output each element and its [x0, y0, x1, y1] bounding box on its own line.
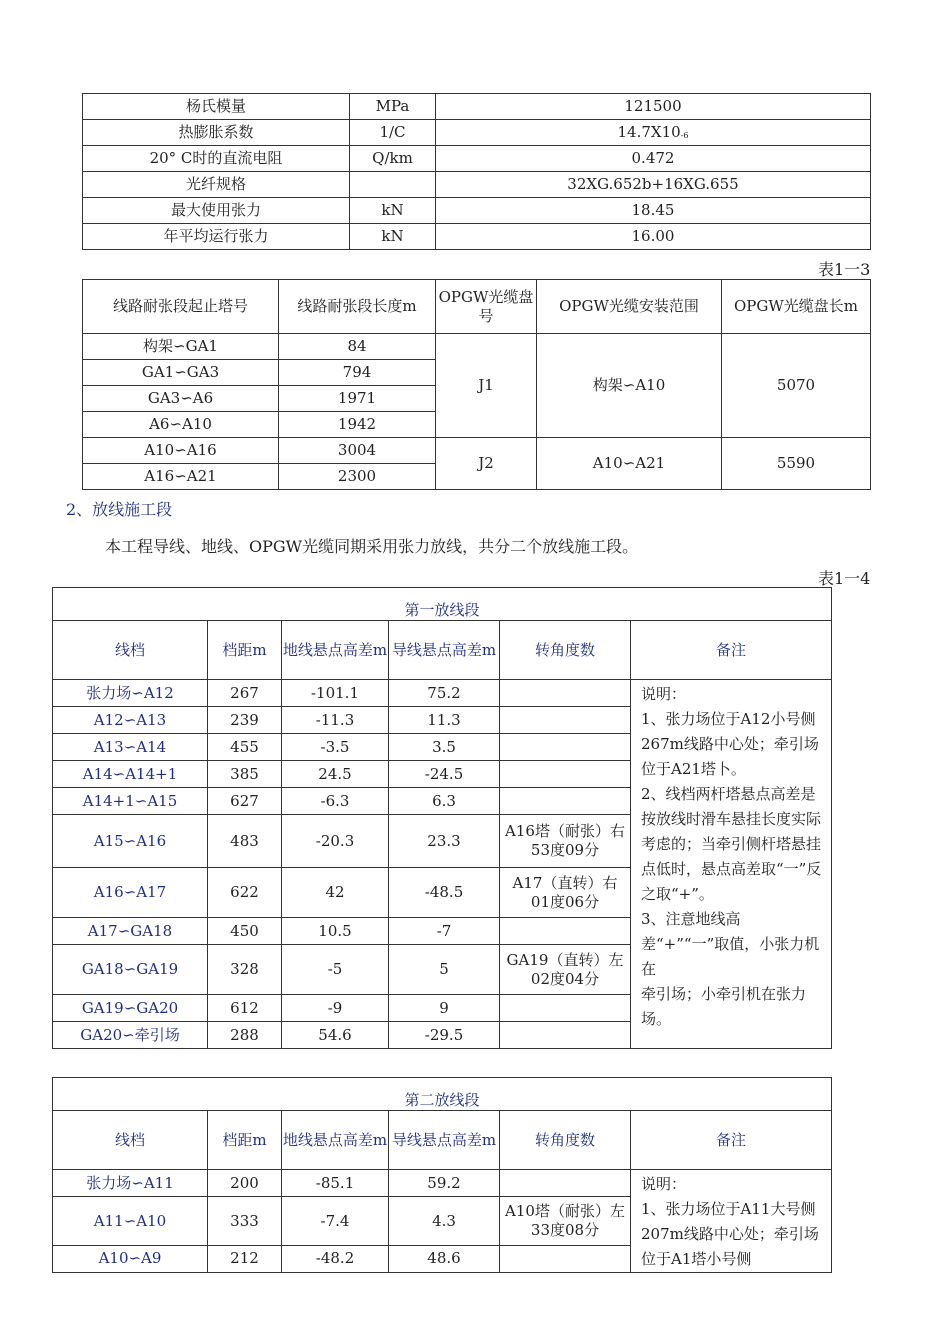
cell-span: 张力场∽A12	[53, 680, 208, 707]
cell-ground-diff: 54.6	[282, 1022, 389, 1049]
cell-reel-length: 5070	[722, 334, 871, 438]
cell-ground-diff: -101.1	[282, 680, 389, 707]
cell-length: 794	[279, 360, 436, 386]
table-row	[53, 1170, 832, 1197]
cell-span: A14∽A14+1	[53, 761, 208, 788]
header-tension-section: 线路耐张段起止塔号	[83, 280, 279, 334]
cell-distance: 612	[208, 995, 282, 1022]
header-reel-number: OPGW光缆盘号	[436, 280, 537, 334]
header-conductor-height-diff: 导线悬点高差m	[389, 621, 500, 680]
table-row	[83, 438, 871, 464]
table-header-row	[53, 1111, 832, 1170]
note-line: 牵引场；小牵引机在张力场。	[641, 985, 807, 1028]
cell-span: 张力场∽A11	[53, 1170, 208, 1197]
param-value-text: 18.45	[631, 201, 675, 220]
stage-title-row	[53, 588, 832, 621]
param-name: 年平均运行张力	[83, 224, 350, 250]
cell-ground-diff: -7.4	[282, 1197, 389, 1245]
param-name: 光纤规格	[83, 172, 350, 198]
cell-conductor-diff: -29.5	[389, 1022, 500, 1049]
cell-range: 构架∽A10	[537, 334, 722, 438]
cell-turn-angle	[500, 707, 631, 734]
table-row	[83, 172, 871, 198]
header-span: 线档	[53, 1111, 208, 1170]
table-header-row	[53, 621, 832, 680]
cell-length: 3004	[279, 438, 436, 464]
cell-conductor-diff: 11.3	[389, 707, 500, 734]
cell-ground-diff: 42	[282, 868, 389, 918]
cell-distance: 450	[208, 918, 282, 945]
cell-ground-diff: -9	[282, 995, 389, 1022]
remarks-note	[631, 1170, 832, 1273]
cell-span: A17∽GA18	[53, 918, 208, 945]
cell-reel: J2	[436, 438, 537, 490]
cell-span: A14+1∽A15	[53, 788, 208, 815]
cell-ground-diff: -20.3	[282, 815, 389, 868]
caption-table-1-3: 表1一3	[818, 260, 871, 279]
cell-conductor-diff: 3.5	[389, 734, 500, 761]
cell-turn-angle	[500, 995, 631, 1022]
caption-table-1-4: 表1一4	[818, 569, 871, 588]
header-remarks: 备注	[631, 621, 832, 680]
cell-conductor-diff: -24.5	[389, 761, 500, 788]
note-line: 3、注意地线高差“+”“一”取值，小张力机在	[641, 910, 820, 978]
param-value-text: 0.472	[631, 149, 675, 168]
header-conductor-height-diff: 导线悬点高差m	[389, 1111, 500, 1170]
param-name: 最大使用张力	[83, 198, 350, 224]
cell-turn-angle	[500, 788, 631, 815]
cell-ground-diff: 24.5	[282, 761, 389, 788]
cell-span: GA19∽GA20	[53, 995, 208, 1022]
header-ground-height-diff: 地线悬点高差m	[282, 621, 389, 680]
note-line: 说明：	[641, 1175, 687, 1193]
header-turn-angle: 转角度数	[500, 621, 631, 680]
note-line: 说明：	[641, 685, 687, 703]
param-unit: MPa	[350, 94, 436, 120]
cell-distance: 622	[208, 868, 282, 918]
cell-conductor-diff: 9	[389, 995, 500, 1022]
cell-turn-angle	[500, 761, 631, 788]
cell-span: A16∽A21	[83, 464, 279, 490]
table-row	[83, 198, 871, 224]
header-span: 线档	[53, 621, 208, 680]
cell-distance: 483	[208, 815, 282, 868]
table-row	[83, 120, 871, 146]
cell-reel: J1	[436, 334, 537, 438]
cell-span: 构架∽GA1	[83, 334, 279, 360]
header-reel-length: OPGW光缆盘长m	[722, 280, 871, 334]
cell-span: GA3∽A6	[83, 386, 279, 412]
cell-span: A12∽A13	[53, 707, 208, 734]
param-value-text: 14.7X10	[617, 123, 681, 142]
cell-ground-diff: -11.3	[282, 707, 389, 734]
header-install-range: OPGW光缆安装范围	[537, 280, 722, 334]
header-distance: 档距m	[208, 1111, 282, 1170]
cell-span: A13∽A14	[53, 734, 208, 761]
stage-title-row	[53, 1078, 832, 1111]
param-value	[436, 172, 871, 198]
cell-conductor-diff: -48.5	[389, 868, 500, 918]
cell-ground-diff: -5	[282, 945, 389, 995]
table-row	[83, 224, 871, 250]
cell-conductor-diff: 23.3	[389, 815, 500, 868]
cell-span: A10∽A9	[53, 1245, 208, 1272]
cell-distance: 267	[208, 680, 282, 707]
cell-ground-diff: -85.1	[282, 1170, 389, 1197]
cell-conductor-diff: 4.3	[389, 1197, 500, 1245]
header-distance: 档距m	[208, 621, 282, 680]
cell-turn-angle	[500, 1170, 631, 1197]
cell-ground-diff: -6.3	[282, 788, 389, 815]
cell-conductor-diff: 5	[389, 945, 500, 995]
cell-span: GA18∽GA19	[53, 945, 208, 995]
note-line: 1、张力场位于A11大号侧207m线路中心处；牵引场位于A1塔小号侧	[641, 1200, 819, 1268]
cell-span: GA1∽GA3	[83, 360, 279, 386]
stage-title: 第二放线段	[53, 1078, 832, 1111]
param-unit: kN	[350, 224, 436, 250]
param-name: 杨氏模量	[83, 94, 350, 120]
param-value-text: 121500	[624, 97, 682, 116]
header-ground-height-diff: 地线悬点高差m	[282, 1111, 389, 1170]
param-name: 热膨胀系数	[83, 120, 350, 146]
parameter-table	[82, 93, 871, 250]
cell-distance: 328	[208, 945, 282, 995]
param-value-text: 32XG.652b+16XG.655	[567, 175, 739, 194]
cell-distance: 385	[208, 761, 282, 788]
cell-span: A16∽A17	[53, 868, 208, 918]
param-value	[436, 94, 871, 120]
remarks-note	[631, 680, 832, 1049]
table-row	[83, 146, 871, 172]
note-line: 1、张力场位于A12小号侧267m线路中心处；牵引场位于A21塔卜。	[641, 710, 819, 778]
cell-conductor-diff: 59.2	[389, 1170, 500, 1197]
opgw-reel-table	[82, 279, 871, 490]
cell-span: A11∽A10	[53, 1197, 208, 1245]
cell-length: 1971	[279, 386, 436, 412]
body-paragraph: 本工程导线、地线、OPGW光缆同期采用张力放线，共分二个放线施工段。	[105, 537, 639, 556]
cell-span: A15∽A16	[53, 815, 208, 868]
param-unit: kN	[350, 198, 436, 224]
cell-turn-angle: A17（直转）右01度06分	[500, 868, 631, 918]
header-remarks: 备注	[631, 1111, 832, 1170]
cell-length: 2300	[279, 464, 436, 490]
cell-ground-diff: -48.2	[282, 1245, 389, 1272]
cell-ground-diff: -3.5	[282, 734, 389, 761]
cell-turn-angle: A16塔（耐张）右53度09分	[500, 815, 631, 868]
param-value	[436, 224, 871, 250]
header-turn-angle: 转角度数	[500, 1111, 631, 1170]
cell-turn-angle	[500, 734, 631, 761]
param-name: 20° C时的直流电阻	[83, 146, 350, 172]
cell-distance: 200	[208, 1170, 282, 1197]
table-row	[53, 680, 832, 707]
cell-distance: 627	[208, 788, 282, 815]
cell-range: A10∽A21	[537, 438, 722, 490]
table-row	[83, 94, 871, 120]
cell-turn-angle	[500, 918, 631, 945]
cell-reel-length: 5590	[722, 438, 871, 490]
cell-length: 1942	[279, 412, 436, 438]
param-unit: 1/C	[350, 120, 436, 146]
table-header-row	[83, 280, 871, 334]
stage-title: 第一放线段	[53, 588, 832, 621]
param-value	[436, 146, 871, 172]
cell-turn-angle	[500, 1245, 631, 1272]
cell-turn-angle: A10塔（耐张）左33度08分	[500, 1197, 631, 1245]
param-unit	[350, 172, 436, 198]
header-section-length: 线路耐张段长度m	[279, 280, 436, 334]
cell-conductor-diff: 6.3	[389, 788, 500, 815]
param-unit: Q/km	[350, 146, 436, 172]
cell-turn-angle	[500, 1022, 631, 1049]
param-value	[436, 198, 871, 224]
cell-span: GA20∽牵引场	[53, 1022, 208, 1049]
param-value-text: 16.00	[631, 227, 675, 246]
stage1-table	[52, 587, 832, 1049]
cell-span: A6∽A10	[83, 412, 279, 438]
cell-span: A10∽A16	[83, 438, 279, 464]
cell-length: 84	[279, 334, 436, 360]
cell-distance: 212	[208, 1245, 282, 1272]
cell-ground-diff: 10.5	[282, 918, 389, 945]
cell-distance: 333	[208, 1197, 282, 1245]
cell-turn-angle: GA19（直转）左02度04分	[500, 945, 631, 995]
exponent: -6	[680, 131, 689, 141]
note-line: 2、线档两杆塔悬点高差是按放线时滑车悬挂长度实际考虑的；当牵引侧杆塔悬挂点低时，悬点高差取“一”反之取“+”。	[641, 785, 822, 903]
table-row	[83, 334, 871, 360]
cell-turn-angle	[500, 680, 631, 707]
cell-conductor-diff: 48.6	[389, 1245, 500, 1272]
param-value	[436, 120, 871, 146]
stage2-table	[52, 1077, 832, 1273]
cell-conductor-diff: 75.2	[389, 680, 500, 707]
cell-distance: 455	[208, 734, 282, 761]
cell-distance: 288	[208, 1022, 282, 1049]
cell-distance: 239	[208, 707, 282, 734]
section-heading: 2、放线施工段	[66, 500, 173, 519]
cell-conductor-diff: -7	[389, 918, 500, 945]
